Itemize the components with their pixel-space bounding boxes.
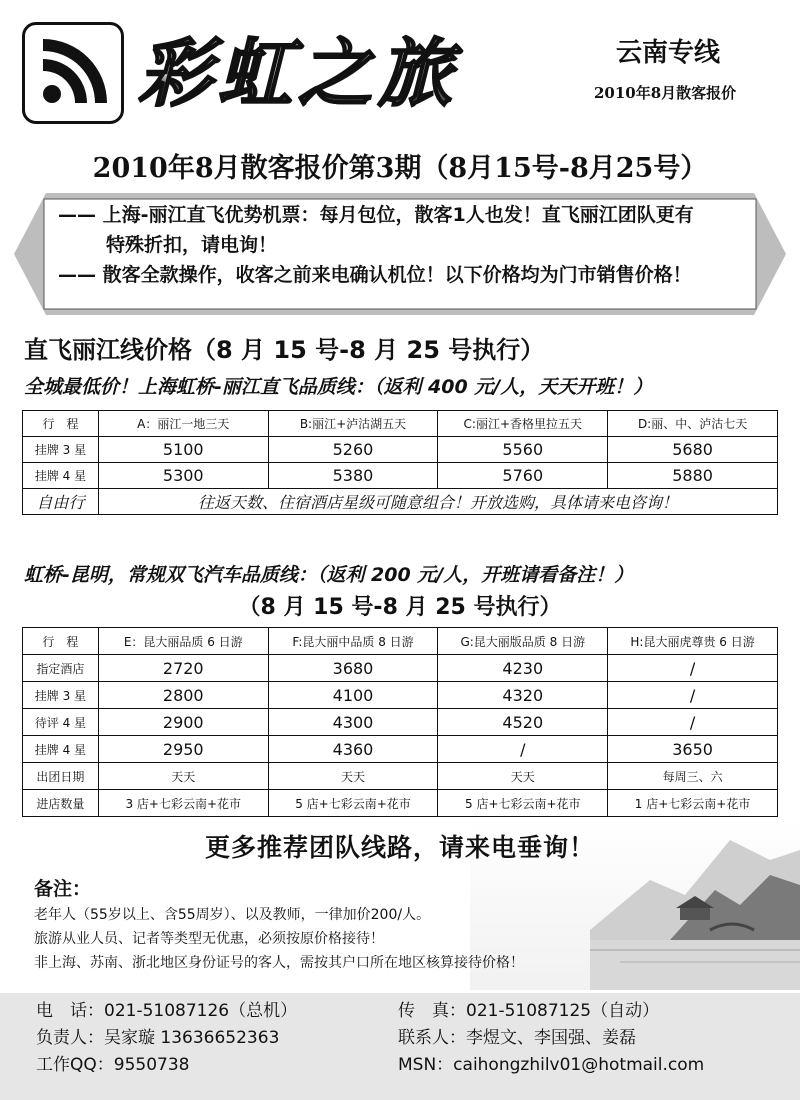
section1-subtitle: 全城最低价！上海虹桥-丽江直飞品质线：（返利 400 元/人，天天开班！） [24,376,653,398]
header-cell: G:昆大丽版品质 8 日游 [438,628,608,655]
price-cell: 4520 [438,709,608,736]
more-routes-text: 更多推荐团队线路，请来电垂询！ [204,833,595,862]
wifi-logo-icon [25,25,121,121]
row-label: 挂牌 4 星 [23,463,99,489]
lijiang-price-table [22,410,778,515]
header-cell: B:丽江+泸沽湖五天 [268,411,438,437]
row-label: 挂牌 3 星 [23,682,99,709]
price-cell: 5560 [438,437,608,463]
header-cell: F:昆大丽中品质 8 日游 [268,628,438,655]
price-cell: 5300 [98,463,268,489]
brand-title: 彩虹之旅 [138,22,578,126]
fax: 传 真：021-51087125（自动） [398,1001,660,1021]
header-cell: 行 程 [23,411,99,437]
price-cell: 5680 [608,437,778,463]
price-cell: 5880 [608,463,778,489]
price-cell: 2800 [98,682,268,709]
price-cell: / [438,736,608,763]
price-cell: / [608,655,778,682]
banner-line-1: —— 上海-丽江直飞优势机票：每月包位，散客1人也发！直飞丽江团队更有 [58,204,694,226]
table-header-row [23,628,778,655]
table-row [23,489,778,515]
free-travel-text: 往返天数、住宿酒店星级可随意组合！开放选购，具体请来电咨询！ [98,489,777,515]
header-cell: D:丽、中、泸沽七天 [608,411,778,437]
price-cell: 5260 [268,437,438,463]
price-cell: 4300 [268,709,438,736]
depart-cell: 每周三、六 [608,763,778,790]
section2-subtitle: 虹桥-昆明，常规双飞汽车品质线：（返利 200 元/人，开班请看备注！） [24,564,634,586]
table-row [23,463,778,489]
notes-list [34,903,524,975]
section1-title: 直飞丽江线价格（8 月 15 号-8 月 25 号执行） [24,336,545,364]
issue-title: 2010年8月散客报价第3期（8月15号-8月25号） [92,153,708,184]
price-cell: 4320 [438,682,608,709]
logo [22,22,124,124]
depart-cell: 天天 [98,763,268,790]
depart-cell: 天天 [268,763,438,790]
price-cell: 2720 [98,655,268,682]
price-cell: 3680 [268,655,438,682]
table-row [23,682,778,709]
price-cell: / [608,709,778,736]
row-label: 待评 4 星 [23,709,99,736]
section2-period: （8 月 15 号-8 月 25 号执行） [238,595,562,620]
shops-cell: 5 店+七彩云南+花市 [268,790,438,817]
header-cell: H:昆大丽虎尊贵 6 日游 [608,628,778,655]
banner-text [58,200,758,290]
row-label: 挂牌 3 星 [23,437,99,463]
note-line: 非上海、苏南、浙北地区身份证号的客人，需按其户口所在地区核算接待价格！ [34,955,524,971]
contact-left [36,998,297,1079]
depart-cell: 天天 [438,763,608,790]
shops-cell: 3 店+七彩云南+花市 [98,790,268,817]
table-row [23,736,778,763]
route-name: 云南专线 [616,38,721,68]
banner-line-2: —— 散客全款操作，收客之前来电确认机位！以下价格均为门市销售价格！ [58,264,692,286]
row-label: 指定酒店 [23,655,99,682]
price-cell: 2950 [98,736,268,763]
header-cell: E：昆大丽品质 6 日游 [98,628,268,655]
row-label: 出团日期 [23,763,99,790]
price-cell: 5380 [268,463,438,489]
header-cell: C:丽江+香格里拉五天 [438,411,608,437]
price-cell: 5760 [438,463,608,489]
kunming-price-table [22,627,778,817]
note-line: 旅游从业人员、记者等类型无优惠，必须按原价格接待！ [34,931,384,947]
header-cell: 行 程 [23,628,99,655]
msn: MSN：caihongzhilv01@hotmail.com [398,1055,705,1075]
route-subtitle: 2010年8月散客报价 [594,84,737,102]
header-cell: A：丽江一地三天 [98,411,268,437]
table-row [23,437,778,463]
phone: 电 话：021-51087126（总机） [36,1001,298,1021]
price-cell: 4230 [438,655,608,682]
table-row [23,763,778,790]
notes-title: 备注： [34,878,92,900]
banner-line-1b: 特殊折扣，请电询！ [106,234,278,256]
note-line: 老年人（55岁以上、含55周岁）、以及教师，一律加价200/人。 [34,907,431,923]
shops-cell: 1 店+七彩云南+花市 [608,790,778,817]
qq: 工作QQ：9550738 [36,1055,190,1075]
row-label: 进店数量 [23,790,99,817]
contacts: 联系人：李煜文、李国强、姜磊 [398,1028,636,1048]
price-cell: 4100 [268,682,438,709]
row-label: 挂牌 4 星 [23,736,99,763]
free-travel-label: 自由行 [23,489,99,515]
table-header-row [23,411,778,437]
table-row [23,655,778,682]
price-cell: / [608,682,778,709]
contact-right [398,998,704,1079]
manager: 负责人：吴家璇 13636652363 [36,1028,280,1048]
table-row [23,709,778,736]
table-row [23,790,778,817]
shops-cell: 5 店+七彩云南+花市 [438,790,608,817]
price-cell: 3650 [608,736,778,763]
price-cell: 5100 [98,437,268,463]
price-cell: 4360 [268,736,438,763]
price-cell: 2900 [98,709,268,736]
